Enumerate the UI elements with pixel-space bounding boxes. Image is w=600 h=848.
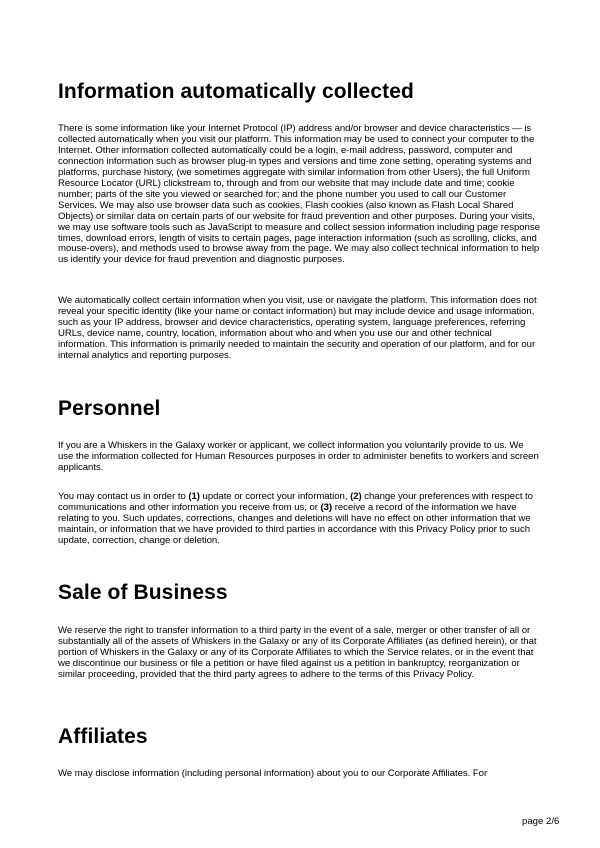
paragraph-information-collected-2: We automatically collect certain information when you visit, use or navigate the platform. This information does not reveal your specific identity (like your name or contact information) but may include device and usage information, such as your IP address, browser and device characteristics, operating system, language preferences, referring URLs, device name, country, location, information about who and when you use our and other technical information. This information is primarily needed to maintain the security and operation of our platform, and for our internal analytics and reporting purposes. [58, 295, 537, 361]
paragraph-information-collected-1: There is some information like your Internet Protocol (IP) address and/or browser and device characteristics — is collected automatically when you visit our platform. This information may be used to connect your computer to the Internet. Other information collected automatically could be a login, e-mail address, password, computer and connection information such as browser plug-in types and versions and time zone setting, operating systems and platforms, purchase history, (we sometimes aggregate with similar information from other Users), the full Uniform Resource Locator (URL) clickstream to, through and from our website that may include date and time; cookie number; parts of the site you viewed or searched for; and the phone number you used to call our Customer Services. We may also use browser data such as cookies, Flash cookies (also known as Flash Local Shared Objects) or similar data on certain parts of our website for fraud prevention and other purposes. During your visits, we may use software tools such as JavaScript to measure and collect session information including page response times, download errors, length of visits to certain pages, page interaction information (such as scrolling, clicks, and mouse-overs), and methods used to browse away from the page. We may also collect technical information to help us identify your device for fraud prevention and diagnostic purposes. [58, 123, 540, 266]
paragraph-personnel-1: If you are a Whiskers in the Galaxy worker or applicant, we collect information you voluntarily provide to us. We use the information collected for Human Resources purposes in order to administer benefits to workers and screen applicants. [58, 440, 539, 473]
paragraph-sale-of-business: We reserve the right to transfer information to a third party in the event of a sale, merger or other transfer of all or substantially all of the assets of Whiskers in the Galaxy or any of its Corporate Affiliates (as defined herein), or that portion of Whiskers in the Galaxy or any of its Corporate Affiliates to which the Service relates, or in the event that we discontinue our business or file a petition or have filed against us a petition in bankruptcy, reorganization or similar proceeding, provided that the third party agrees to adhere to the terms of this Privacy Policy. [58, 625, 537, 680]
section-heading-sale-of-business: Sale of Business [58, 581, 228, 604]
paragraph-text: change your preferences with respect to communications and other information you receive from us, or [58, 491, 533, 513]
section-heading-affiliates: Affiliates [58, 725, 148, 748]
paragraph-affiliates: We may disclose information (including personal information) about you to our Corporate Affiliates. For [58, 768, 488, 779]
page-number: page 2/6 [522, 816, 560, 827]
paragraph-text: receive a record of the information we have relating to you. Such updates, corrections, changes and deletions will have no effect on other information that we maintain, or information that we have provided to third parties in accordance with this Privacy Policy prior to such update, correction, change or deletion. [58, 501, 531, 546]
section-heading-personnel: Personnel [58, 397, 161, 420]
list-marker-1: (1) [188, 491, 200, 502]
paragraph-personnel-2 [58, 492, 540, 547]
list-marker-3: (3) [320, 501, 333, 513]
paragraph-text: update or correct your information, [199, 491, 351, 502]
list-marker-2: (2) [350, 491, 362, 502]
section-heading-information-collected: Information automatically collected [58, 80, 414, 103]
paragraph-text: You may contact us in order to [58, 491, 189, 502]
